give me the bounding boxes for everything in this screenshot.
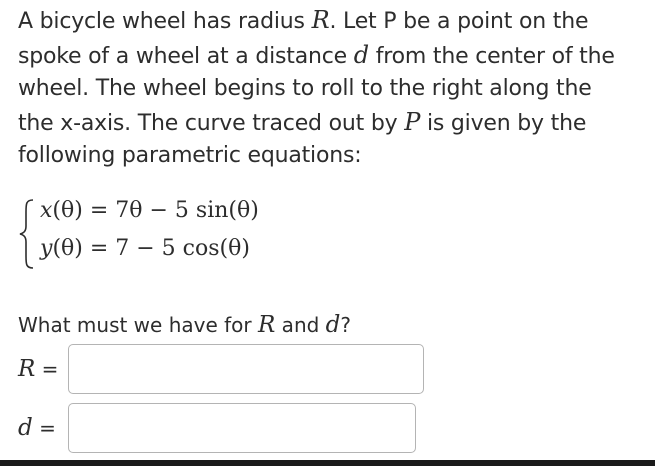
equation-y xyxy=(40,236,250,261)
equation-x-rhs: (θ) = 7θ − 5 sin(θ) xyxy=(52,198,259,223)
problem-line-4 xyxy=(18,106,650,141)
problem-line-3: wheel. The wheel begins to roll to the right along the xyxy=(18,76,592,101)
equation-y-rhs: (θ) = 7 − 5 cos(θ) xyxy=(52,236,250,261)
distance-input[interactable] xyxy=(68,403,416,453)
question-text xyxy=(18,312,351,338)
math-variable-d: d xyxy=(325,312,341,338)
equals-sign: = xyxy=(35,357,59,381)
question-part: ? xyxy=(340,313,352,337)
answer-row-R xyxy=(18,344,424,394)
problem-text: the x-axis. The curve traced out by xyxy=(18,110,405,136)
problem-text: . Let P be a point on the xyxy=(329,9,589,34)
equation-y-lhs: y xyxy=(40,236,53,261)
equation-x xyxy=(40,198,259,223)
question-part: and xyxy=(275,313,326,337)
math-variable-R: R xyxy=(311,6,330,34)
bottom-divider xyxy=(0,460,655,466)
math-variable-R: R xyxy=(18,356,36,382)
equals-sign: = xyxy=(32,416,56,440)
question-part: What must we have for xyxy=(18,313,258,337)
problem-text: from the center of the xyxy=(368,43,615,69)
problem-line-2 xyxy=(18,39,650,74)
problem-text: is given by the xyxy=(420,110,587,136)
problem-line-1 xyxy=(18,4,650,39)
problem-line-5: following parametric equations: xyxy=(18,143,362,168)
answer-row-d xyxy=(18,403,416,453)
answer-label-R xyxy=(18,356,68,382)
problem-text: A bicycle wheel has radius xyxy=(18,9,312,34)
problem-text: spoke of a wheel at a distance xyxy=(18,43,354,69)
equation-x-lhs: x xyxy=(40,198,53,223)
problem-statement xyxy=(18,4,650,173)
math-variable-P: P xyxy=(404,107,421,136)
math-variable-R: R xyxy=(258,312,276,338)
math-variable-d: d xyxy=(353,40,369,69)
answer-label-d xyxy=(18,415,68,441)
math-variable-d: d xyxy=(18,415,33,441)
radius-input[interactable] xyxy=(68,344,424,394)
left-brace-icon xyxy=(18,198,36,270)
